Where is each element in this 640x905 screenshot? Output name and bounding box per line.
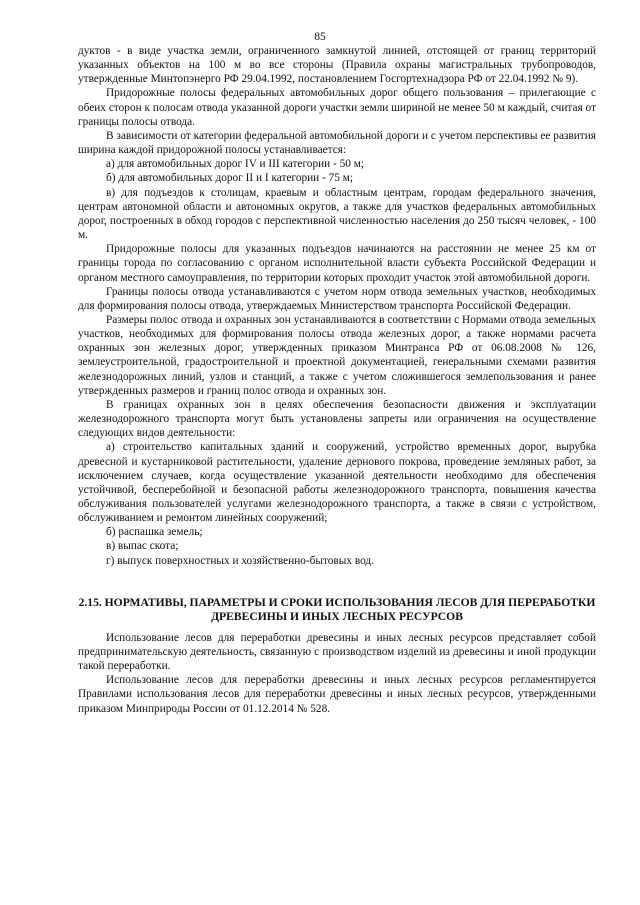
text-block-before [78,44,596,568]
text-block-after [78,631,596,716]
page-content [78,44,596,716]
paragraph: Использование лесов для переработки древесины и иных лесных ресурсов представляет собой предпринимательскую деятельность, связанную с производством изделий из древесины и иной продукции такой переработки. [78,631,596,673]
paragraph: в) выпас скота; [106,540,179,553]
paragraph: а) для автомобильных дорог IV и III категории - 50 м; [106,158,365,171]
paragraph: а) строительство капитальных зданий и сооружений, устройство временных дорог, вырубка древесной и кустарниковой растительности, удаление дернового покрова, проведение земляных работ, за исключением случаев, когда осуществление указанной деятельности необходимо для обеспечения устойчивой, бесперебойной и безопасной работы железнодорожного транспорта, повышения качества обслуживания пользователей услугами железнодорожного транспорта, а также в связи с устройством, обслуживанием и ремонтом линейных сооружений; [78,441,596,525]
paragraph: дуктов - в виде участка земли, ограниченного замкнутой линией, отстоящей от границ территорий указанных объектов на 100 м во все стороны (Правила охраны магистральных трубопроводов, утвержденные Минтопэнерго РФ 29.04.1992, постановлением Госгортехнадзора РФ от 22.04.1992 № 9). [78,45,596,86]
paragraph: Размеры полос отвода и охранных зон устанавливаются в соответствии с Нормами отвода земельных участков, необходимых для формирования полосы отвода железных дорог, а также нормами расчета охранных зон железных дорог, утвержденных приказом Минтранса РФ от 06.08.2008 № 126, землеустроительной, градостроительной и проектной документацией, генеральными схемами развития железнодорожных линий, узлов и станций, а также с учетом сложившегося землепользования и ранее утвержденных размеров и границ полос отвода и охранных зон. [78,313,596,397]
paragraph: В зависимости от категории федеральной автомобильной дороги и с учетом перспективы ее развития ширина каждой придорожной полосы устанавливается: [78,129,596,157]
section-heading: 2.15. НОРМАТИВЫ, ПАРАМЕТРЫ И СРОКИ ИСПОЛЬЗОВАНИЯ ЛЕСОВ ДЛЯ ПЕРЕРАБОТКИ ДРЕВЕСИНЫ И ИНЫХ ЛЕСНЫХ РЕСУРСОВ [78,595,596,624]
paragraph: Использование лесов для переработки древесины и иных лесных ресурсов регламентируется Правилами использования лесов для переработки древесины и иных лесных ресурсов, утвержденными приказом Минприроды России от 01.12.2014 № 528. [78,674,596,715]
paragraph: б) распашка земель; [106,526,203,539]
paragraph: Границы полосы отвода устанавливаются с учетом норм отвода земельных участков, необходимых для формирования полосы отвода, утверждаемых Министерством транспорта Российской Федерации. [78,285,596,312]
paragraph: Придорожные полосы для указанных подъездов начинаются на расстоянии не менее 25 км от границы города по согласованию с органом исполнительной власти субъекта Российской Федерации и органом местного самоуправления, по территории которых проходит участок этой автомобильной дороги. [78,243,596,284]
page-number: 85 [314,31,326,43]
paragraph: б) для автомобильных дорог II и I категории - 75 м; [106,172,354,185]
paragraph: Придорожные полосы федеральных автомобильных дорог общего пользования – прилегающие с обеих сторон к полосам отвода указанной дороги участки земли шириной не менее 50 м каждый, считая от границы полосы отвода. [78,87,596,128]
paragraph: г) выпуск поверхностных и хозяйственно-бытовых вод. [106,554,374,567]
paragraph: В границах охранных зон в целях обеспечения безопасности движения и эксплуатации железнодорожного транспорта могут быть установлены запреты или ограничения на осуществление следующих видов деятельности: [78,398,596,440]
paragraph: в) для подъездов к столицам, краевым и областным центрам, городам федерального значения, центрам автономной области и автономных округов, а также для участков федеральных автомобильных дорог, построенных в обход городов с перспективной численностью населения до 250 тысяч человек, - 100 м. [78,186,596,242]
